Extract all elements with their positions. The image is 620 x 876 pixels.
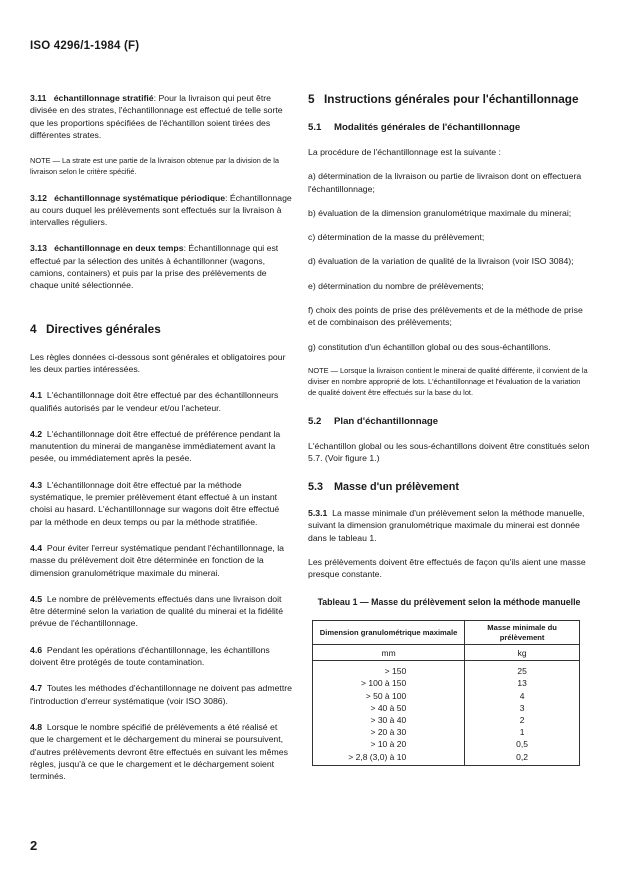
mass-table — [312, 620, 580, 766]
list-item: f) choix des points de prise des prélèvements et de la méthode de prise et de combinaison des prélèvements; — [308, 305, 583, 328]
list-item: e) détermination du nombre de prélèvements; — [308, 280, 484, 291]
clause-term: échantillonnage en deux temps — [54, 243, 184, 254]
clause-text: L'échantillonnage doit être effectué de préférence pendant la manutention du minerai de manganèse immédiatement avant la pesée, ou immédiatement après la pesée. — [30, 428, 281, 464]
table-row — [313, 726, 580, 738]
clause-4-5 — [30, 593, 292, 630]
clause-term: échantillonnage stratifié — [53, 93, 154, 103]
table-row — [313, 738, 580, 750]
section-number: 4 — [30, 321, 37, 336]
mass-cell: 2 — [465, 714, 580, 726]
dimension-cell: > 2,8 (3,0) à 10 — [313, 751, 465, 766]
dimension-cell: > 50 à 100 — [313, 690, 465, 702]
section-title: Modalités générales de l'échantillonnage — [334, 122, 521, 133]
unit-cell: kg — [465, 645, 580, 661]
section-5-2-text: L'échantillon global ou les sous-échantillons doivent être constitués selon 5.7. (Voir figure 1.) — [308, 440, 590, 463]
clause-number: 4.7 — [30, 683, 43, 694]
clause-text: Le nombre de prélèvements effectués dans une livraison doit être déterminé selon la variation de qualité du minerai et la fidélité prévue de l'échantillonnage. — [30, 593, 284, 629]
dimension-cell: > 40 à 50 — [313, 702, 465, 714]
section-title: Masse d'un prélèvement — [334, 481, 459, 494]
section-4-intro: Les règles données ci-dessous sont générales et obligatoires pour les deux parties intéressées. — [30, 351, 286, 374]
clause-4-4 — [30, 542, 292, 579]
clause-text: : Pour la livraison qui peut être divisée en des strates, l'échantillonnage est effectué de telle sorte que les proportions spécifiées de l'échantillon soient tirées des différentes strates. — [30, 93, 283, 140]
clause-term: échantillonnage systématique périodique — [54, 192, 226, 203]
table-row — [313, 702, 580, 714]
note-5-1: NOTE — Lorsque la livraison contient le minerai de qualité différente, il convient de la diviser en nombre approprié de lots. L'échantillonnage et l'évaluation de la variation de qualité doivent être effectués sur la base du lot. — [308, 365, 588, 398]
clause-number: 5.3.1 — [308, 508, 328, 519]
unit-cell: mm — [313, 645, 465, 661]
clause-text: L'échantillonnage doit être effectué par la méthode systématique, le premier prélèvement étant effectué à un instant choisi au hasard. L'échantillonnage sur wagons doit être effectué par la méthode en deux temps ou par la méthode stratifiée. — [30, 479, 280, 527]
section-5-heading — [308, 92, 590, 107]
clause-4-1 — [30, 389, 292, 414]
clause-4-2 — [30, 428, 292, 465]
clause-3-13 — [30, 242, 292, 291]
dimension-cell: > 100 à 150 — [313, 677, 465, 689]
section-5-1-heading — [308, 121, 590, 134]
right-column — [308, 92, 590, 766]
mass-cell: 3 — [465, 702, 580, 714]
section-number: 5 — [308, 92, 315, 106]
section-5-2-heading — [308, 415, 590, 428]
section-number: 5.1 — [308, 122, 322, 133]
clause-4-7 — [30, 682, 292, 707]
table-row — [313, 751, 580, 766]
clause-number: 3.12 — [30, 192, 47, 203]
table-row — [313, 690, 580, 702]
clause-3-12 — [30, 192, 292, 229]
section-number: 5.3 — [308, 481, 324, 494]
table-caption: Tableau 1 — Masse du prélèvement selon la méthode manuelle — [317, 596, 581, 607]
table-header-row — [313, 621, 580, 645]
procedure-list — [308, 170, 590, 353]
clause-4-6 — [30, 644, 292, 669]
list-item: b) évaluation de la dimension granulométrique maximale du minerai; — [308, 207, 572, 218]
clause-text: : Échantillonnage au cours duquel les prélèvements sont effectués sur la livraison à intervalles réguliers. — [30, 192, 292, 228]
dimension-cell: > 20 à 30 — [313, 726, 465, 738]
column-header: Dimension granulométrique maximale — [313, 621, 465, 645]
table-body — [313, 661, 580, 766]
clause-text: Pendant les opérations d'échantillonnage, les échantillons doivent être protégés de toute contamination. — [30, 644, 270, 668]
column-header: Masse minimale du prélèvement — [465, 621, 580, 645]
section-4-heading — [30, 322, 292, 337]
clause-5-3-1-b: Les prélèvements doivent être effectués de façon qu'ils aient une masse presque constante. — [308, 557, 586, 580]
clause-text: Lorsque le nombre spécifié de prélèvements a été réalisé et que le chargement et le déchargement du minerai se poursuivent, d'autres prélèvements devront être effectués en suivant les mêmes règles, jusqu'à ce que le chargement et le déchargement soient terminés. — [30, 721, 288, 782]
section-title: Instructions générales pour l'échantillonnage — [324, 92, 579, 106]
table-units-row — [313, 645, 580, 661]
list-item: a) détermination de la livraison ou partie de livraison dont on effectuera l'échantillonnage; — [308, 171, 582, 194]
clause-text: : Échantillonnage qui est effectué par la sélection des unités à échantillonner (wagons, camions, containers) et puis par la prise des prélèvements de chaque unité sélectionnée. — [30, 243, 279, 291]
mass-cell: 1 — [465, 726, 580, 738]
clause-number: 4.8 — [30, 721, 43, 732]
mass-cell: 0,2 — [465, 751, 580, 766]
clause-number: 4.4 — [30, 542, 43, 553]
mass-cell: 0,5 — [465, 738, 580, 750]
dimension-cell: > 150 — [313, 661, 465, 678]
clause-number: 4.6 — [30, 644, 43, 655]
clause-text: La masse minimale d'un prélèvement selon la méthode manuelle, suivant la dimension granulométrique maximale du minerai est donnée dans le tableau 1. — [308, 508, 585, 543]
mass-cell: 25 — [465, 661, 580, 678]
section-title: Plan d'échantillonnage — [334, 415, 439, 427]
clause-4-3 — [30, 479, 292, 528]
clause-number: 4.1 — [30, 390, 43, 401]
document-header: ISO 4296/1-1984 (F) — [30, 40, 140, 52]
note-3-11: NOTE — La strate est une partie de la livraison obtenue par la division de la livraison selon le critère spécifié. — [30, 156, 279, 177]
section-5-3-heading — [308, 480, 590, 495]
clause-number: 4.3 — [30, 479, 43, 490]
clause-number: 4.2 — [30, 428, 43, 439]
table-row — [313, 677, 580, 689]
section-title: Directives générales — [46, 321, 161, 336]
mass-cell: 4 — [465, 690, 580, 702]
mass-cell: 13 — [465, 677, 580, 689]
clause-text: Toutes les méthodes d'échantillonnage ne doivent pas admettre l'introduction d'erreur systématique (voir ISO 3086). — [30, 683, 292, 706]
clause-4-8 — [30, 721, 292, 782]
table-row — [313, 661, 580, 678]
list-item: g) constitution d'un échantillon global ou des sous-échantillons. — [308, 341, 551, 352]
section-number: 5.2 — [308, 415, 322, 427]
clause-text: L'échantillonnage doit être effectué par des échantillonneurs qualifiés autorisés par le vendeur et/ou l'acheteur. — [30, 390, 279, 413]
clause-number: 4.5 — [30, 593, 43, 604]
table-row — [313, 714, 580, 726]
left-column — [30, 92, 292, 796]
section-5-1-intro: La procédure de l'échantillonnage est la suivante : — [308, 147, 501, 157]
list-item: c) détermination de la masse du prélèvement; — [308, 232, 485, 243]
page-number: 2 — [30, 838, 38, 853]
clause-5-3-1 — [308, 507, 590, 544]
list-item: d) évaluation de la variation de qualité de la livraison (voir ISO 3084); — [308, 256, 574, 267]
clause-3-11 — [30, 92, 292, 141]
dimension-cell: > 10 à 20 — [313, 738, 465, 750]
dimension-cell: > 30 à 40 — [313, 714, 465, 726]
clause-number: 3.13 — [30, 243, 47, 254]
clause-text: Pour éviter l'erreur systématique pendant l'échantillonnage, la masse du prélèvement doit être déterminée en fonction de la dimension granulométrique maximale du minerai. — [30, 542, 284, 578]
clause-number: 3.11 — [30, 93, 47, 103]
